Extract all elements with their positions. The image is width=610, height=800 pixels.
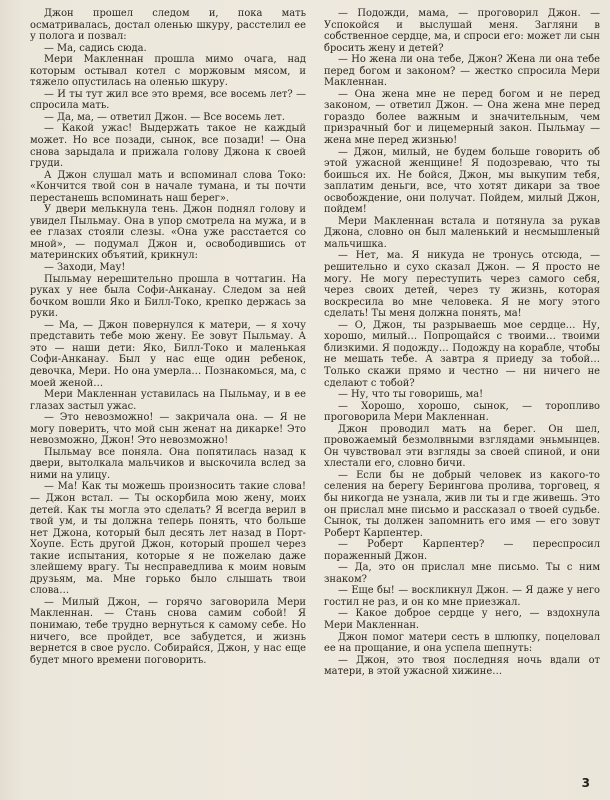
paragraph: Пыльмау все поняла. Она попятилась назад к двери, вытолкала мальчиков и выскочила вслед за ними на улицу. (30, 446, 306, 481)
paragraph: Джон помог матери сесть в шлюпку, поцеловал ее на прощание, и она успела шепнуть: (324, 631, 600, 655)
paragraph: Мери Макленнан прошла мимо очага, над которым остывал котел с моржовым мясом, и тяжело опустилась на оленью шкуру. (30, 54, 306, 89)
paragraph: Джон прошел следом и, пока мать осматривалась, достал оленью шкуру, расстелил ее у полога и позвал: (30, 8, 306, 43)
paragraph: А Джон слушал мать и вспоминал слова Токо: «Кончится твой сон в начале тумана, и ты почти перестанешь вспоминать наш берег». (30, 169, 306, 204)
right-column (324, 8, 600, 678)
paragraph: — Ма, садись сюда. (44, 42, 147, 54)
page-number: 3 (581, 776, 590, 790)
paragraph: — Какой ужас! Выдержать такое не каждый может. Но все позади, сынок, все позади! — Она снова зарыдала и прижала голову Джона к своей груди. (30, 123, 306, 170)
paragraph: — Какое доброе сердце у него, — вздохнула Мери Макленнан. (324, 608, 600, 631)
paragraph: — Да, ма, — ответил Джон. — Все восемь лет. (44, 111, 285, 123)
paragraph: Мери Макленнан уставилась на Пыльмау, и в ее глазах застыл ужас. (30, 389, 306, 412)
paragraph: — Нет, ма. Я никуда не тронусь отсюда, — решительно и сухо сказал Джон. — Я просто не могу. Не могу переступить через самого себя, через своих детей, через ту жизнь, которая воскресила во мне человека. Я не могу этого сделать! Ты меня должна понять, ма! (324, 250, 600, 320)
paragraph: — Подожди, мама, — проговорил Джон. — Успокойся и выслушай меня. Загляни в собственное сердце, ма, и спроси его: может ли сын бросить жену и детей? (324, 8, 600, 54)
paragraph: — Это невозможно! — закричала она. — Я не могу поверить, что мой сын женат на дикарке! Это невозможно, Джон! Это невозможно! (30, 412, 306, 447)
text-columns (30, 8, 600, 678)
paragraph: — Ма! Как ты можешь произносить такие слова! — Джон встал. — Ты оскорбила мою жену, моих детей. Как ты могла это сделать? Я всегда верил в твой ум, и ты должна теперь понять, что больше нет Джона, который был десять лет назад в Порт-Хоупе. Есть другой Джон, который прошел через такие испытания, которые я не пожелаю даже злейшему врагу. Ты несправедлива к моим новым друзьям, ма. Мне горько было слышать твои слова… (30, 481, 306, 597)
paragraph: — Ну, что ты говоришь, ма! (338, 389, 484, 401)
paragraph: — И ты тут жил все это время, все восемь лет? — спросила мать. (30, 88, 306, 112)
paragraph: Пыльмау нерешительно прошла в чоттагин. На руках у нее была Софи-Анканау. Следом за ней бочком вошли Яко и Билл-Токо, крепко держась за руки. (30, 273, 306, 320)
paragraph: — Но жена ли она тебе, Джон? Жена ли она тебе перед богом и законом? — жестко спросила Мери Макленнан. (324, 54, 600, 89)
paragraph: — Милый Джон, — горячо заговорила Мери Макленнан. — Стань снова самим собой! Я понимаю, тебе трудно вернуться к самому себе. Но ничего, все пройдет, все забудется, и жизнь вернется в свое русло. Собирайся, Джон, у нас еще будет много времени поговорить. (30, 596, 306, 666)
paragraph: — Джон, милый, не будем больше говорить об этой ужасной женщине! Я подозреваю, что ты боишься их. Не бойся, Джон, мы выкупим тебя, заплатим деньги, все, что хотят дикари за твое освобождение, они получат. Пойдем, милый Джон, пойдем! (324, 146, 600, 216)
paragraph: — Роберт Карпентер? — переспросил пораженный Джон. (324, 539, 600, 562)
paragraph: — Хорошо, хорошо, сынок, — торопливо проговорила Мери Макленнан. (324, 400, 600, 424)
left-column (30, 8, 306, 678)
paragraph: — Она жена мне не перед богом и не перед законом, — ответил Джон. — Она жена мне перед гораздо более важным и значительным, чем призрачный бог и лицемерный закон. Пыльмау — жена мне перед жизнью! (324, 88, 600, 147)
paragraph: — Если бы не добрый человек из какого-то селения на берегу Берингова пролива, торговец, я бы никогда не узнала, жив ли ты и где живешь. Это он прислал мне письмо и рассказал о твоей судьбе. Сынок, ты должен запомнить его имя — его зовут Роберт Карпентер. (324, 469, 600, 539)
paragraph: — Джон, это твоя последняя ночь вдали от матери, в этой ужасной хижине… (324, 654, 600, 678)
paragraph: — О, Джон, ты разрываешь мое сердце… Ну, хорошо, милый… Попрощайся с твоими… твоими близкими. Я подожду… Подожду на корабле, чтобы не мешать тебе. А завтра я приеду за тобой… Только скажи прямо и честно — ни ничего не сделают с тобой? (324, 319, 600, 389)
paragraph: — Ма, — Джон повернулся к матери, — я хочу представить тебе мою жену. Ее зовут Пыльмау. А это — наши дети: Яко, Билл-Токо и маленькая Софи-Анканау. Был у нас еще один ребенок, девочка, Мери. Но она умерла… Познакомься, ма, с моей женой… (30, 319, 306, 389)
paragraph: — Да, это он прислал мне письмо. Ты с ним знаком? (324, 562, 600, 585)
paragraph: Мери Макленнан встала и потянула за рукав Джона, словно он был маленький и несмышленый мальчишка. (324, 215, 600, 250)
paragraph: — Еще бы! — воскликнул Джон. — Я даже у него гостил не раз, и он ко мне приезжал. (324, 585, 600, 608)
paragraph: У двери мелькнула тень. Джон поднял голову и увидел Пыльмау. Она в упор смотрела на мужа, и в ее глазах стояли слезы. «Она уже расстается со мной», — подумал Джон и, освободившись от материнских объятий, крикнул: (30, 204, 306, 262)
paragraph: Джон проводил мать на берег. Он шел, провожаемый безмолвными взглядами эньмынцев. Он чувствовал эти взгляды за своей спиной, и они хлестали его, словно бичи. (324, 423, 600, 470)
paragraph: — Заходи, Мау! (44, 262, 126, 274)
